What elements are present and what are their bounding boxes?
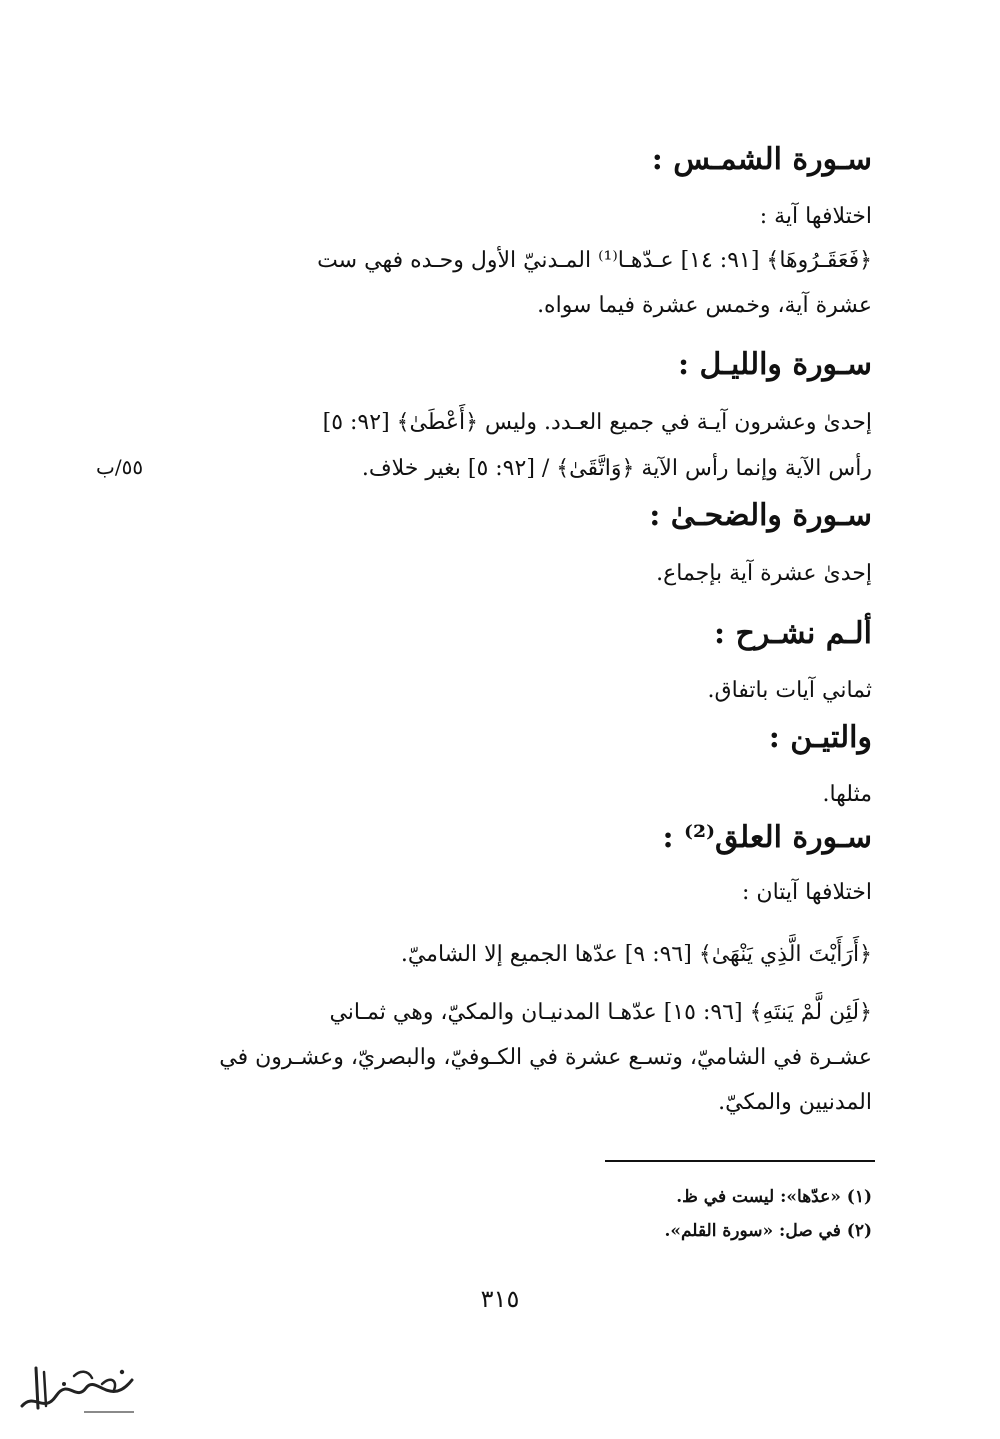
footnote-2: (٢) في صل: «سورة القلم». bbox=[664, 1221, 872, 1241]
heading-surat-al-duha: سـورة والضحـىٰ : bbox=[649, 498, 872, 533]
page-number: ٣١٥ bbox=[480, 1285, 520, 1313]
layl-line-2: رأس الآية وإنما رأس الآية ﴿وَاتَّقَىٰ﴾ / [٩٢: ٥] بغير خلاف. bbox=[361, 456, 872, 481]
footnote-1: (١) «عدّها»: ليست في ظ. bbox=[676, 1187, 872, 1207]
layl-line-1: إحدىٰ وعشرون آيـة في جميع العـدد. وليس ﴿أَعْطَىٰ﴾ [٩٢: ٥] bbox=[322, 410, 872, 435]
shams-line-1: ﴿فَعَقَـرُوهَا﴾ [٩١: ١٤] عـدّهـا⁽¹⁾ المـدنيّ الأول وحـده فهي ست bbox=[317, 248, 872, 273]
calligraphy-stamp-logo bbox=[14, 1362, 140, 1418]
heading-surat-al-alaq: سـورة العلق⁽²⁾ : bbox=[662, 820, 872, 855]
alaq-line-1: ﴿أَرَأَيْتَ الَّذِي يَنْهَىٰ﴾ [٩٦: ٩] عدّها الجميع إلا الشاميّ. bbox=[400, 942, 872, 967]
alaq-line-4: المدنيين والمكيّ. bbox=[718, 1090, 872, 1115]
margin-manuscript-reference: ٥٥/ب bbox=[96, 455, 144, 479]
duha-text: إحدىٰ عشرة آية بإجماع. bbox=[656, 561, 872, 586]
shams-intro: اختلافها آية : bbox=[759, 204, 872, 229]
tin-text: مثلها. bbox=[822, 782, 872, 807]
alaq-line-2: ﴿لَئِن لَّمْ يَنتَهِ﴾ [٩٦: ١٥] عدّهـا المدنيـان والمكيّ، وهي ثمـاني bbox=[329, 1000, 872, 1025]
heading-alam-nashrah: ألـم نشـرح : bbox=[713, 616, 872, 651]
heading-surat-al-layl: سـورة والليـل : bbox=[677, 347, 872, 382]
shams-line-2: عشرة آية، وخمس عشرة فيما سواه. bbox=[537, 293, 872, 318]
heading-surat-al-shams: سـورة الشمـس : bbox=[651, 142, 872, 177]
sharh-text: ثماني آيات باتفاق. bbox=[707, 678, 872, 703]
alaq-intro: اختلافها آيتان : bbox=[742, 880, 872, 905]
alaq-line-3: عشـرة في الشاميّ، وتسـع عشرة في الكـوفيّ، والبصريّ، وعشـرون في bbox=[219, 1045, 872, 1070]
heading-wal-tin: والتيـن : bbox=[768, 720, 872, 755]
footnote-separator bbox=[605, 1160, 875, 1162]
